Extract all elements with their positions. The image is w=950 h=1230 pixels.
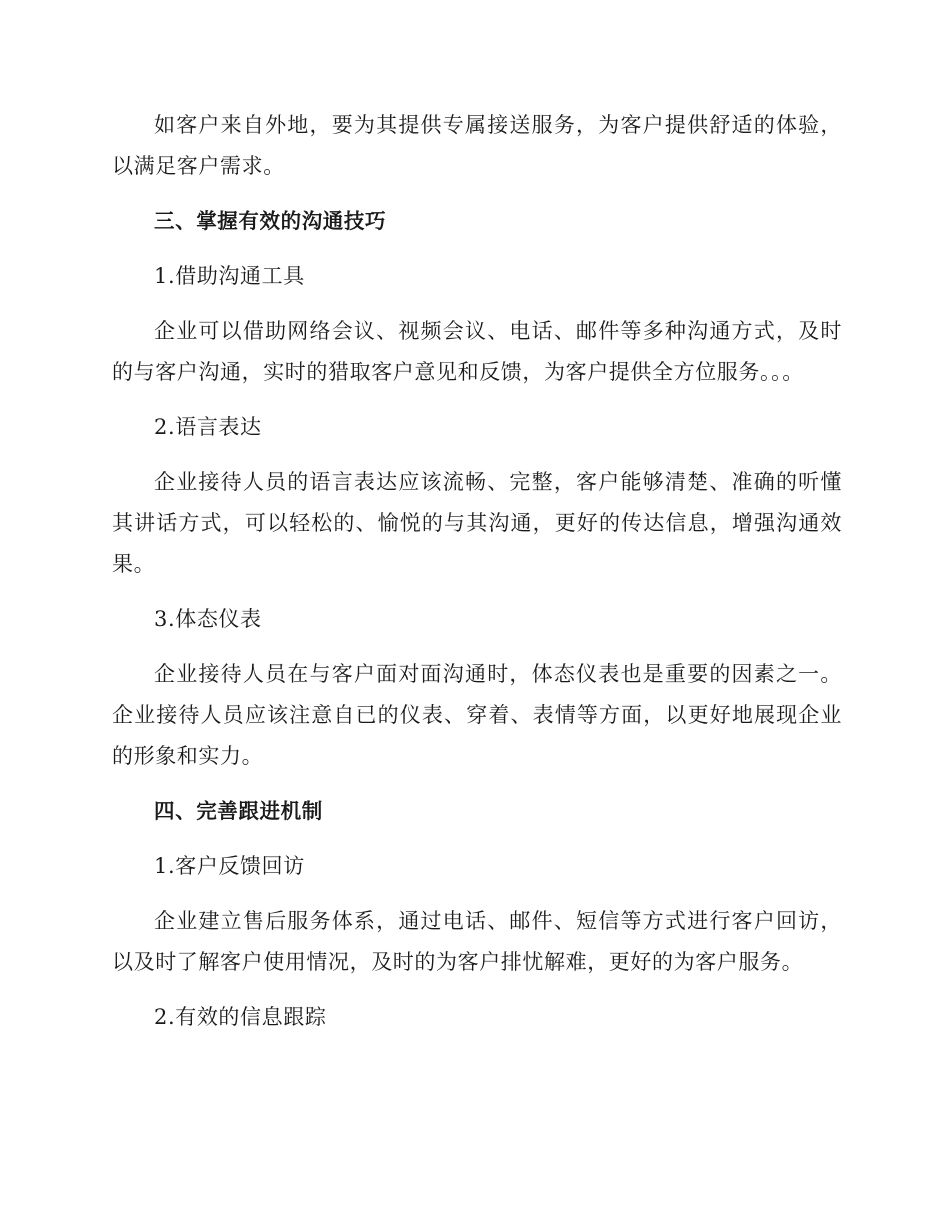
subsection-heading: 2.有效的信息跟踪 — [154, 1005, 327, 1029]
subsection-heading: 2.语言表达 — [154, 415, 262, 439]
section-heading: 三、掌握有效的沟通技巧 — [154, 209, 387, 233]
section-heading: 四、完善跟进机制 — [154, 799, 323, 823]
paragraph: 企业建立售后服务体系，通过电话、邮件、短信等方式进行客户回访，以及时了解客户使用情况，及时的为客户排忧解难，更好的为客户服务。 — [112, 909, 842, 974]
document-body — [112, 105, 842, 1052]
paragraph: 如客户来自外地，要为其提供专属接送服务，为客户提供舒适的体验，以满足客户需求。 — [112, 113, 842, 178]
subsection-heading: 1.借助沟通工具 — [154, 264, 305, 288]
subsection-heading: 1.客户反馈回访 — [154, 854, 305, 878]
paragraph: 企业可以借助网络会议、视频会议、电话、邮件等多种沟通方式，及时的与客户沟通，实时的猎取客户意见和反馈，为客户提供全方位服务。。。 — [112, 319, 842, 384]
paragraph: 企业接待人员的语言表达应该流畅、完整，客户能够清楚、准确的听懂其讲话方式，可以轻松的、愉悦的与其沟通，更好的传达信息，增强沟通效果。 — [112, 470, 842, 576]
subsection-heading: 3.体态仪表 — [154, 607, 262, 631]
paragraph: 企业接待人员在与客户面对面沟通时，体态仪表也是重要的因素之一。企业接待人员应该注意自已的仪表、穿着、表情等方面，以更好地展现企业的形象和实力。 — [112, 662, 842, 768]
